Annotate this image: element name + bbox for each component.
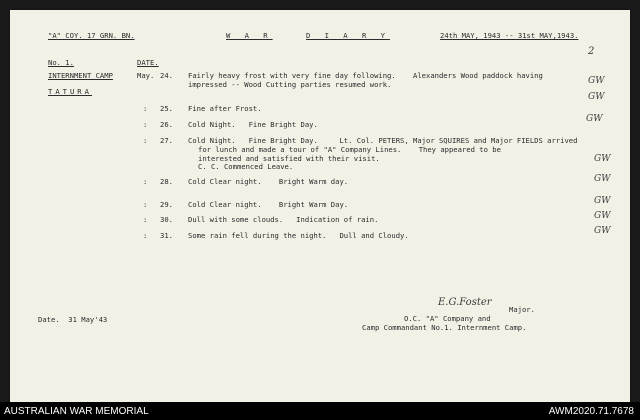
entry-text: Dull with some clouds. Indication of rain. <box>188 215 379 224</box>
entry-initials: GW <box>588 76 605 86</box>
entry-day: 29. <box>160 200 173 209</box>
entry-day: 31. <box>160 231 173 240</box>
entry-month: : <box>143 120 148 129</box>
entry-initials: GW <box>586 114 603 124</box>
date-heading: DATE. <box>137 58 159 67</box>
entry-day: 25. <box>160 104 173 113</box>
entry-text: impressed -- Wood Cutting parties resumed work. <box>188 80 392 89</box>
entry-initials: GW <box>594 196 611 206</box>
entry-day: 30. <box>160 215 173 224</box>
entry-text: interested and satisfied with their visit. C. C. Commenced Leave. <box>198 154 380 172</box>
handwritten-signature: E.G.Foster <box>438 297 492 308</box>
entry-month: : <box>143 200 148 209</box>
entry-month: : <box>143 215 148 224</box>
title-diary: D I A R Y <box>306 31 390 40</box>
page-mark: 2 <box>588 46 595 57</box>
footer-accession: AWM2020.71.7678 <box>548 406 634 417</box>
entry-text: Cold Clear night. Bright Warm day. <box>188 177 349 186</box>
entry-month: May. <box>137 71 155 80</box>
diary-page <box>10 10 630 402</box>
entry-month: : <box>143 136 148 145</box>
label-camp: INTERNMENT CAMP <box>48 71 113 80</box>
entry-initials: GW <box>594 174 611 184</box>
entry-text: Cold Night. Fine Bright Day. Lt. Col. PETERS, Major SQUIRES and Major FIELDS arrived <box>188 136 578 145</box>
entry-day: 28. <box>160 177 173 186</box>
entry-text: Cold Clear night. Bright Warm Day. <box>188 200 349 209</box>
unit-heading: "A" COY. 17 GRN. BN. <box>48 31 135 40</box>
title-war: W A R <box>226 31 273 40</box>
archive-footer <box>0 402 640 420</box>
entry-day: 27. <box>160 136 173 145</box>
entry-text: Cold Night. Fine Bright Day. <box>188 120 318 129</box>
signature-rank: Major. <box>509 305 535 314</box>
entry-month: : <box>143 104 148 113</box>
entry-month: : <box>143 177 148 186</box>
entry-text: for lunch and made a tour of "A" Company Lines. They appeared to be <box>198 145 501 154</box>
entry-text: Fine after Frost. <box>188 104 262 113</box>
entry-text: Some rain fell during the night. Dull and Cloudy. <box>188 231 409 240</box>
label-place: TATURA <box>48 87 92 96</box>
entry-month: : <box>143 231 148 240</box>
entry-day: 26. <box>160 120 173 129</box>
entry-day: 24. <box>160 71 173 80</box>
signature-line: Camp Commandant No.1. Internment Camp. <box>362 323 527 332</box>
entry-initials: GW <box>594 211 611 221</box>
footer-institution: AUSTRALIAN WAR MEMORIAL <box>4 406 149 417</box>
period-heading: 24th MAY, 1943 -- 31st MAY,1943. <box>440 31 579 40</box>
entry-initials: GW <box>594 226 611 236</box>
entry-initials: GW <box>588 92 605 102</box>
label-no: No. 1. <box>48 58 74 67</box>
entry-initials: GW <box>594 154 611 164</box>
date-line: Date. 31 May'43 <box>38 315 108 324</box>
signature-line: O.C. "A" Company and <box>404 314 491 323</box>
entry-text: Fairly heavy frost with very fine day following. Alexanders Wood paddock having <box>188 71 543 80</box>
